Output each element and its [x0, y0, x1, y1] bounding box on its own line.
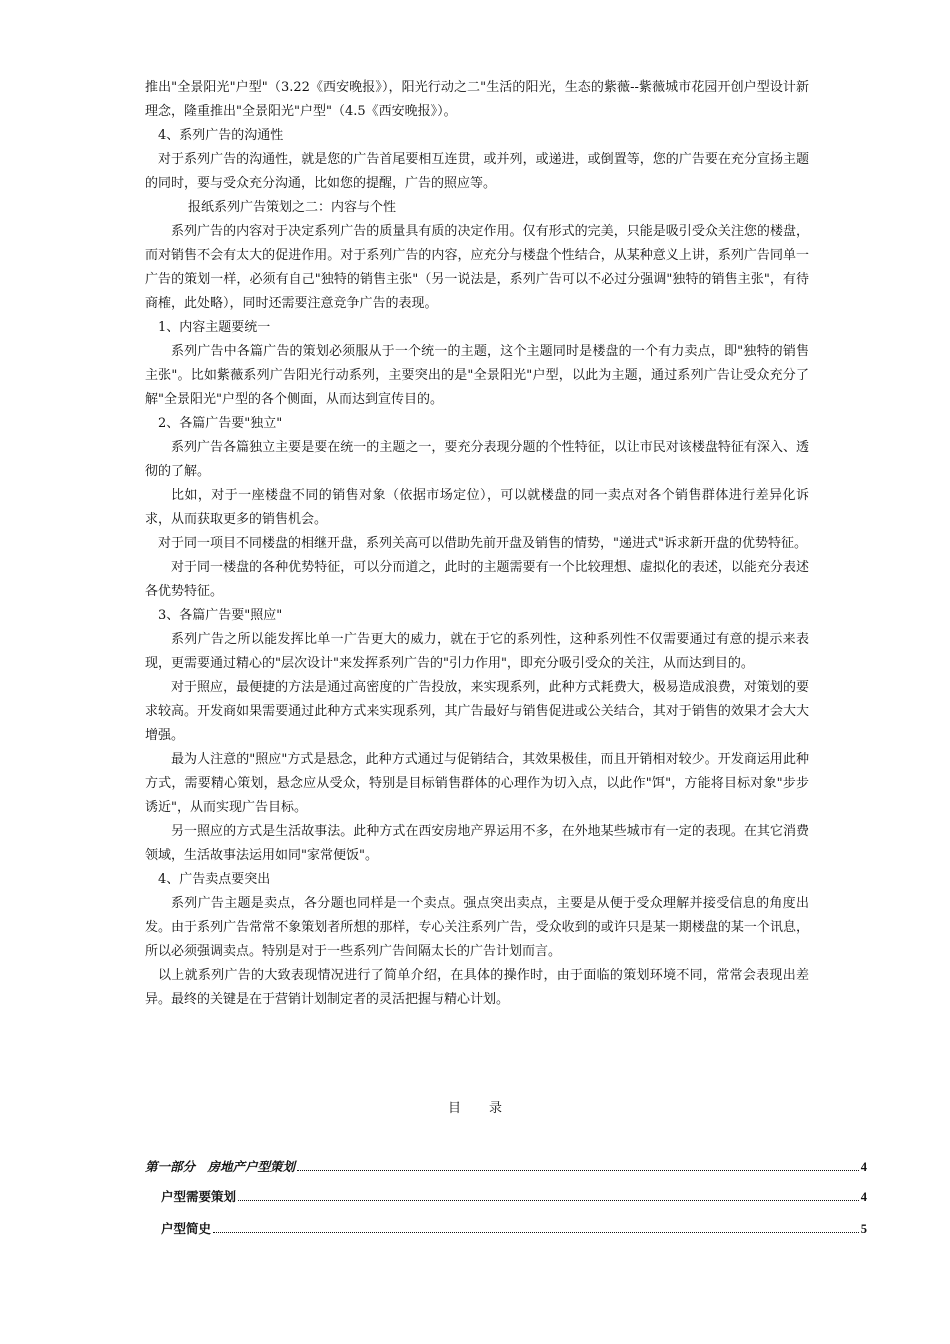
toc-title-char-2: 录: [489, 1101, 503, 1116]
toc-entry[interactable]: [145, 1158, 867, 1176]
section-heading: 4、系列广告的沟通性: [158, 128, 284, 143]
toc-entry-label: 第一部分 房地产户型策划: [145, 1160, 296, 1174]
table-of-contents: [145, 1158, 867, 1238]
paragraph: 以上就系列广告的大致表现情况进行了简单介绍，在具体的操作时，由于面临的策划环境不同，常常会表现出差异。最终的关键是在于营销计划制定者的灵活把握与精心计划。: [145, 968, 809, 1007]
paragraph: 最为人注意的"照应"方式是悬念，此种方式通过与促销结合，其效果极佳，而且开销相对较少。开发商运用此种方式，需要精心策划，悬念应从受众，特别是目标销售群体的心理作为切入点，以此作"饵"，方能将目标对象"步步诱近"，从而实现广告目标。: [145, 752, 809, 815]
paragraph: 对于同一项目不同楼盘的相继开盘，系列关高可以借助先前开盘及销售的情势，"递进式"诉求新开盘的优势特征。: [158, 536, 807, 551]
toc-entry-label: 户型简史: [161, 1222, 212, 1236]
toc-leader-dots: [297, 1170, 859, 1171]
paragraph: 系列广告主题是卖点，各分题也同样是一个卖点。强点突出卖点，主要是从便于受众理解并接受信息的角度出发。由于系列广告常常不象策划者所想的那样，专心关注系列广告，受众收到的或许只是某一期楼盘的某一个讯息，所以必须强调卖点。特别是对于一些系列广告间隔太长的广告计划而言。: [145, 896, 809, 959]
section-heading: 2、各篇广告要"独立": [158, 416, 283, 431]
section-heading: 3、各篇广告要"照应": [158, 608, 283, 623]
paragraph: 系列广告各篇独立主要是要在统一的主题之一，要充分表现分题的个性特征，以让市民对该楼盘特征有深入、透彻的了解。: [145, 440, 809, 479]
toc-title: [0, 1097, 950, 1121]
toc-leader-dots: [238, 1200, 859, 1201]
section-heading: 1、内容主题要统一: [158, 320, 271, 335]
toc-leader-dots: [213, 1232, 859, 1233]
article-body: [145, 76, 809, 1012]
paragraph: 对于照应，最便捷的方法是通过高密度的广告投放，来实现系列，此种方式耗费大，极易造成浪费，对策划的要求较高。开发商如果需要通过此种方式来实现系列，其广告最好与销售促进或公关结合，其对于销售的效果才会大大增强。: [145, 680, 809, 743]
section-heading: 4、广告卖点要突出: [158, 872, 271, 887]
paragraph: 系列广告的内容对于决定系列广告的质量具有质的决定作用。仅有形式的完美，只能是吸引受众关注您的楼盘，而对销售不会有太大的促进作用。对于系列广告的内容，应充分与楼盘个性结合，从某种意义上讲，系列广告同单一广告的策划一样，必须有自己"独特的销售主张"（另一说法是，系列广告可以不必过分强调"独特的销售主张"，有待商榷，此处略），同时还需要注意竞争广告的表现。: [145, 224, 809, 311]
paragraph: 对于同一楼盘的各种优势特征，可以分而道之，此时的主题需要有一个比较理想、虚拟化的表述，以能充分表述各优势特征。: [145, 560, 809, 599]
toc-title-char-1: 目: [447, 1101, 461, 1116]
toc-entry-page: 4: [860, 1190, 867, 1204]
paragraph: 系列广告之所以能发挥比单一广告更大的威力，就在于它的系列性，这种系列性不仅需要通过有意的提示来表现，更需要通过精心的"层次设计"来发挥系列广告的"引力作用"，即充分吸引受众的关注，从而达到目的。: [145, 632, 809, 671]
paragraph: 系列广告中各篇广告的策划必须服从于一个统一的主题，这个主题同时是楼盘的一个有力卖点，即"独特的销售主张"。比如紫薇系列广告阳光行动系列，主要突出的是"全景阳光"户型，以此为主题，通过系列广告让受众充分了解"全景阳光"户型的各个侧面，从而达到宣传目的。: [145, 344, 809, 407]
toc-entry[interactable]: [145, 1188, 867, 1206]
toc-entry-page: 5: [860, 1222, 867, 1236]
toc-entry[interactable]: [145, 1220, 867, 1238]
paragraph: 另一照应的方式是生活故事法。此种方式在西安房地产界运用不多，在外地某些城市有一定的表现。在其它消费领域，生活故事法运用如同"家常便饭"。: [145, 824, 809, 863]
paragraph: 推出"全景阳光"户型"（3.22《西安晚报》），阳光行动之二"生活的阳光，生态的紫薇--紫薇城市花园开创户型设计新理念，隆重推出"全景阳光"户型"（4.5《西安晚报》）。: [145, 80, 809, 119]
paragraph: 比如，对于一座楼盘不同的销售对象（依据市场定位），可以就楼盘的同一卖点对各个销售群体进行差异化诉求，从而获取更多的销售机会。: [145, 488, 809, 527]
paragraph: 对于系列广告的沟通性，就是您的广告首尾要相互连贯，或并列，或递进，或倒置等，您的广告要在充分宣扬主题的同时，要与受众充分沟通，比如您的提醒，广告的照应等。: [145, 152, 809, 191]
toc-entry-label: 户型需要策划: [161, 1190, 237, 1204]
toc-entry-page: 4: [860, 1160, 867, 1174]
section-subtitle: 报纸系列广告策划之二：内容与个性: [188, 200, 397, 215]
